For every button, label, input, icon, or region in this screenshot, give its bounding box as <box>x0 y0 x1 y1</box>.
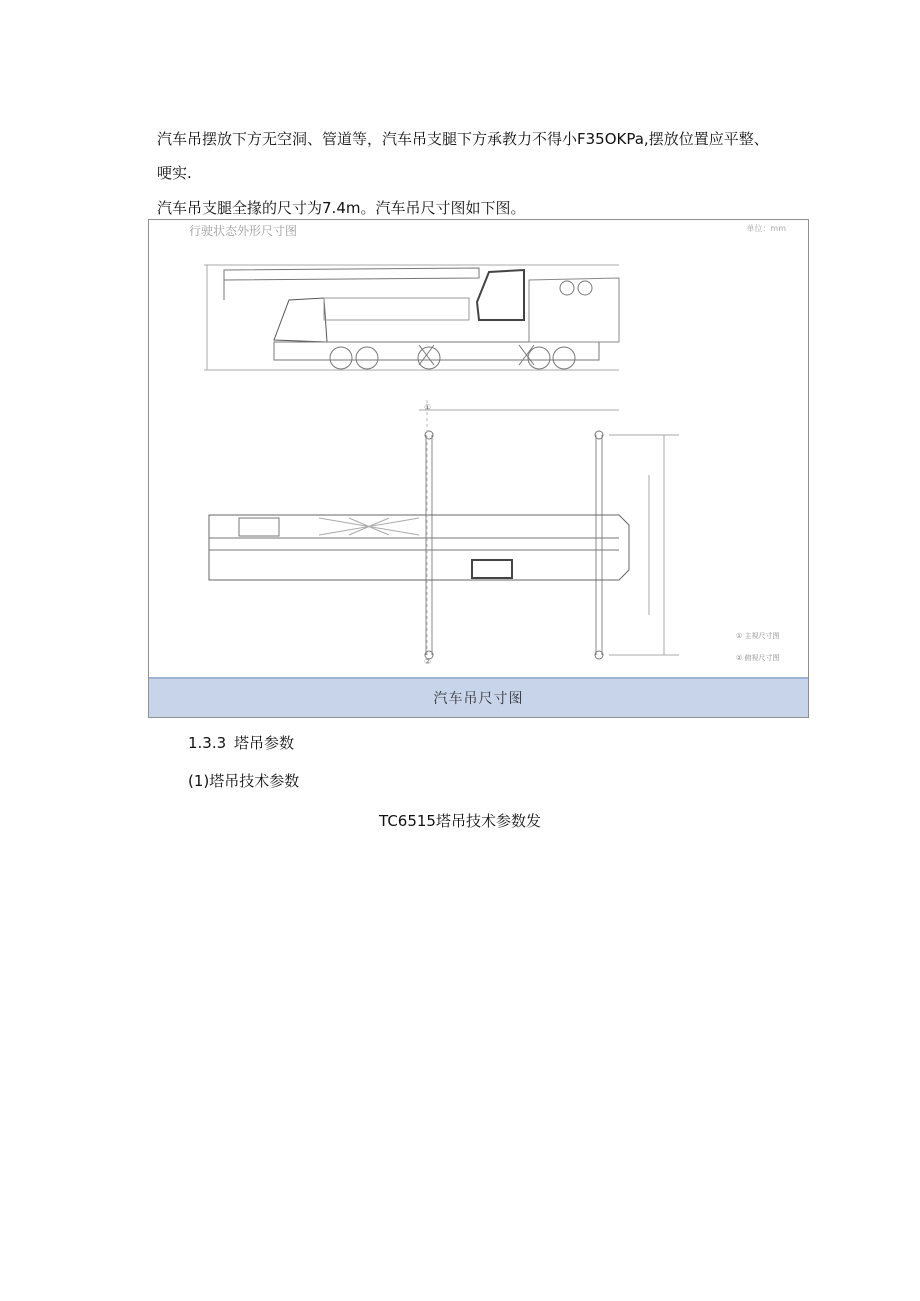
crane-dimension-figure <box>148 219 809 718</box>
table-title: TC6515塔吊技术参数发 <box>379 812 541 830</box>
figure-marker-1: ① <box>424 403 432 412</box>
figure-marker-2: ② <box>424 657 432 666</box>
figure-legend-1: ① 主视尺寸图 <box>736 632 780 640</box>
figure-title: 行驶状态外形尺寸图 <box>189 224 298 238</box>
figure-caption: 汽车吊尺寸图 <box>433 691 524 707</box>
section-heading <box>188 733 294 753</box>
paragraph-line-2: 哽实. <box>157 164 192 182</box>
section-title: 塔吊参数 <box>234 734 295 752</box>
figure-caption-bar <box>149 677 808 717</box>
subheading: (1)塔吊技术参数 <box>188 772 300 790</box>
section-number: 1.3.3 <box>188 734 227 752</box>
paragraph-line-1: 汽车吊摆放下方无空洞、管道等，汽车吊支腿下方承教力不得小F35OKPa,摆放位置应平整、 <box>157 130 769 148</box>
figure-legend-2: ② 俯视尺寸图 <box>736 654 780 662</box>
crane-drawing <box>149 220 809 680</box>
figure-unit: 单位：mm <box>746 224 786 233</box>
paragraph-line-3: 汽车吊支腿全掾的尺寸为7.4m。汽车吊尺寸图如下图。 <box>157 199 526 217</box>
